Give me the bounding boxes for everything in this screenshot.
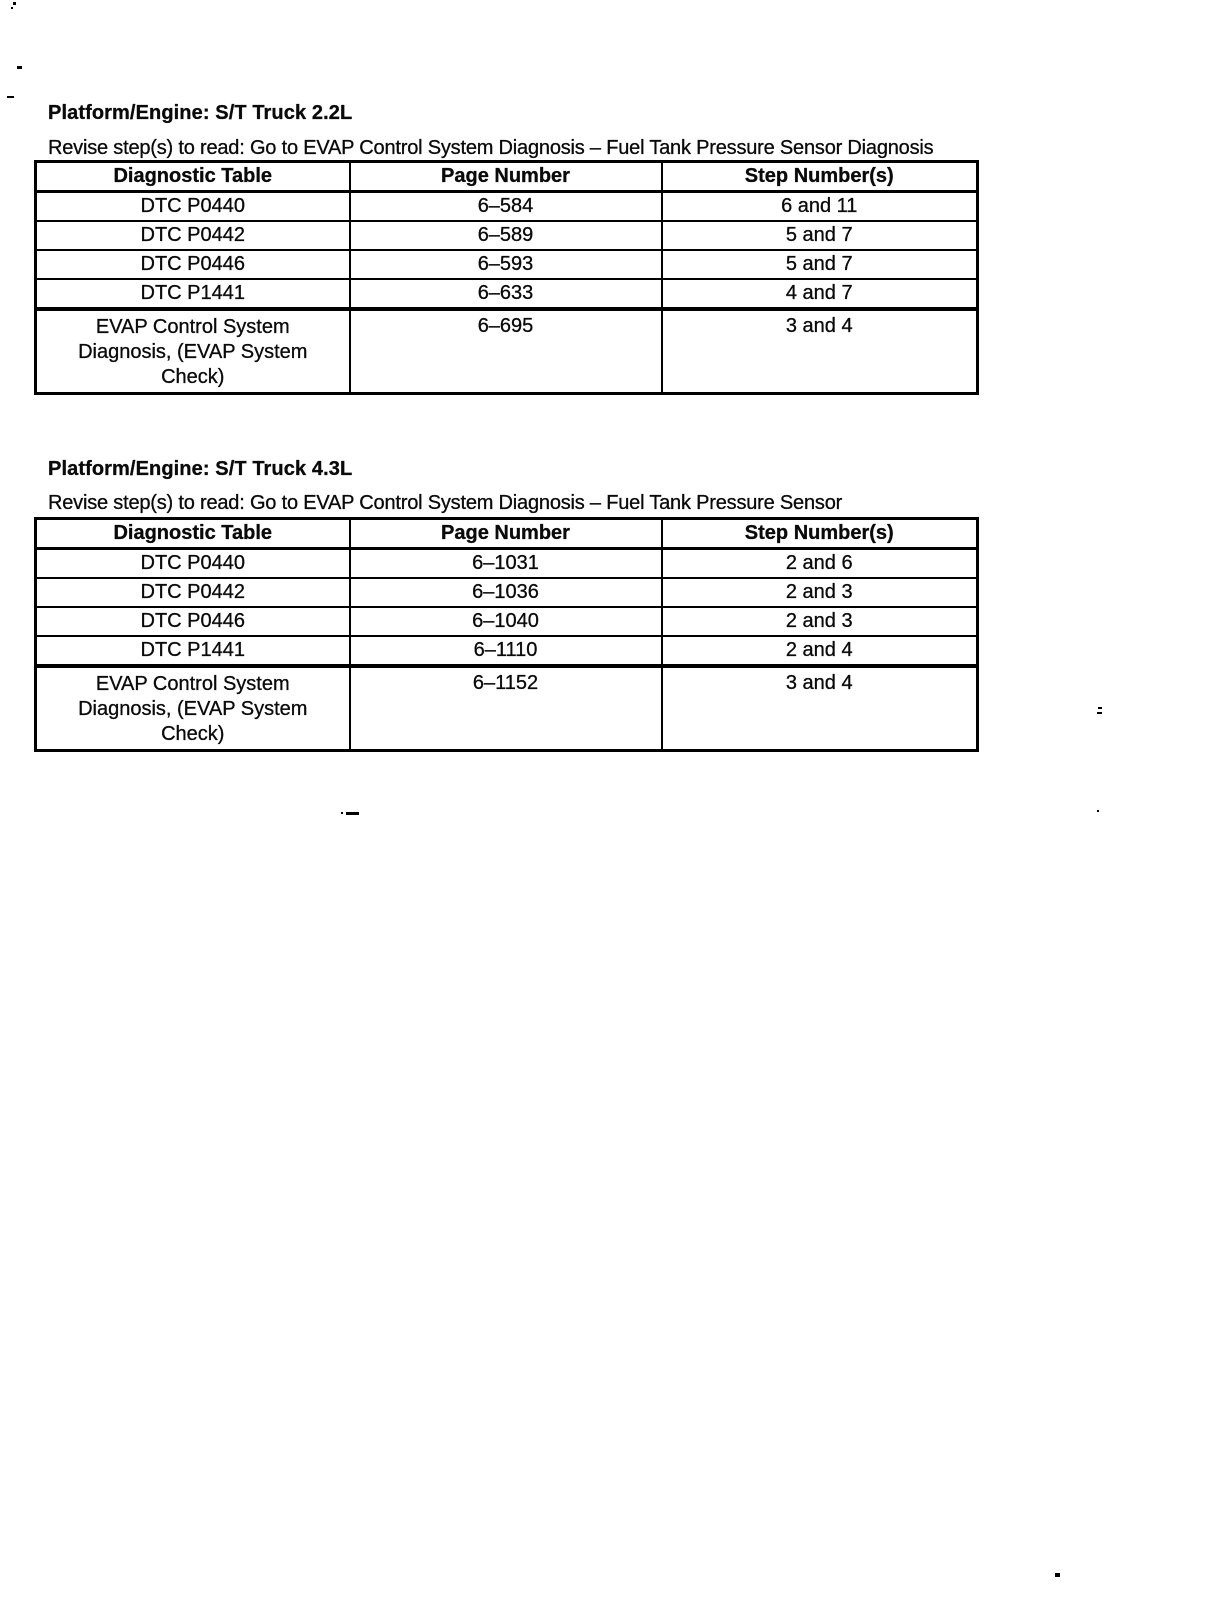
- cell-step-numbers: 3 and 4: [662, 309, 978, 394]
- scan-speck: [1055, 1573, 1060, 1577]
- cell-step-numbers: 2 and 3: [662, 607, 978, 636]
- cell-page-number: 6–1031: [350, 549, 662, 579]
- column-header-diagnostic-table: Diagnostic Table: [36, 519, 350, 549]
- cell-diagnostic-table: DTC P0442: [36, 221, 350, 250]
- evap-row-label: EVAP Control System Diagnosis, (EVAP System Check): [78, 673, 308, 745]
- cell-diagnostic-table: [36, 666, 350, 751]
- evap-row-label: EVAP Control System Diagnosis, (EVAP System Check): [78, 316, 308, 388]
- revision-instruction-43l: Revise step(s) to read: Go to EVAP Control System Diagnosis – Fuel Tank Pressure Sensor: [48, 492, 843, 514]
- table-header-row: [36, 162, 978, 192]
- cell-diagnostic-table: DTC P0440: [36, 549, 350, 579]
- diagnostic-table-22l: [34, 160, 979, 395]
- scan-speck: [346, 812, 359, 815]
- column-header-diagnostic-table: Diagnostic Table: [36, 162, 350, 192]
- table-row: [36, 607, 978, 636]
- cell-step-numbers: 5 and 7: [662, 250, 978, 279]
- cell-page-number: 6–1110: [350, 636, 662, 666]
- cell-step-numbers: 2 and 4: [662, 636, 978, 666]
- cell-page-number: 6–584: [350, 192, 662, 222]
- scan-speck: [1097, 810, 1099, 812]
- scan-speck: [13, 2, 16, 5]
- cell-page-number: 6–593: [350, 250, 662, 279]
- table-header-row: [36, 519, 978, 549]
- cell-diagnostic-table: DTC P0440: [36, 192, 350, 222]
- cell-page-number: 6–1152: [350, 666, 662, 751]
- scan-speck: [7, 96, 14, 98]
- scan-speck: [17, 66, 22, 69]
- cell-step-numbers: 2 and 6: [662, 549, 978, 579]
- table-row: [36, 578, 978, 607]
- cell-diagnostic-table: DTC P1441: [36, 279, 350, 309]
- table-row: [36, 309, 978, 394]
- scan-speck: [1098, 707, 1102, 709]
- cell-diagnostic-table: [36, 309, 350, 394]
- cell-step-numbers: 6 and 11: [662, 192, 978, 222]
- column-header-page-number: Page Number: [350, 162, 662, 192]
- cell-page-number: 6–1040: [350, 607, 662, 636]
- table-row: [36, 636, 978, 666]
- scan-speck: [1097, 712, 1102, 714]
- cell-diagnostic-table: DTC P0446: [36, 250, 350, 279]
- column-header-step-numbers: Step Number(s): [662, 162, 978, 192]
- column-header-page-number: Page Number: [350, 519, 662, 549]
- table-row: [36, 549, 978, 579]
- cell-step-numbers: 2 and 3: [662, 578, 978, 607]
- cell-step-numbers: 3 and 4: [662, 666, 978, 751]
- cell-step-numbers: 5 and 7: [662, 221, 978, 250]
- platform-engine-heading-22l: Platform/Engine: S/T Truck 2.2L: [48, 101, 353, 124]
- cell-page-number: 6–1036: [350, 578, 662, 607]
- cell-page-number: 6–589: [350, 221, 662, 250]
- cell-diagnostic-table: DTC P0442: [36, 578, 350, 607]
- table-row: [36, 279, 978, 309]
- diagnostic-table-43l: [34, 517, 979, 752]
- table-row: [36, 250, 978, 279]
- table-row: [36, 192, 978, 222]
- platform-engine-heading-43l: Platform/Engine: S/T Truck 4.3L: [48, 457, 353, 480]
- cell-page-number: 6–695: [350, 309, 662, 394]
- scan-speck: [341, 812, 343, 814]
- cell-diagnostic-table: DTC P0446: [36, 607, 350, 636]
- cell-page-number: 6–633: [350, 279, 662, 309]
- scan-speck: [11, 7, 13, 9]
- column-header-step-numbers: Step Number(s): [662, 519, 978, 549]
- table-row: [36, 666, 978, 751]
- cell-diagnostic-table: DTC P1441: [36, 636, 350, 666]
- revision-instruction-22l: Revise step(s) to read: Go to EVAP Control System Diagnosis – Fuel Tank Pressure Sensor Diagnosis: [48, 137, 934, 159]
- table-row: [36, 221, 978, 250]
- cell-step-numbers: 4 and 7: [662, 279, 978, 309]
